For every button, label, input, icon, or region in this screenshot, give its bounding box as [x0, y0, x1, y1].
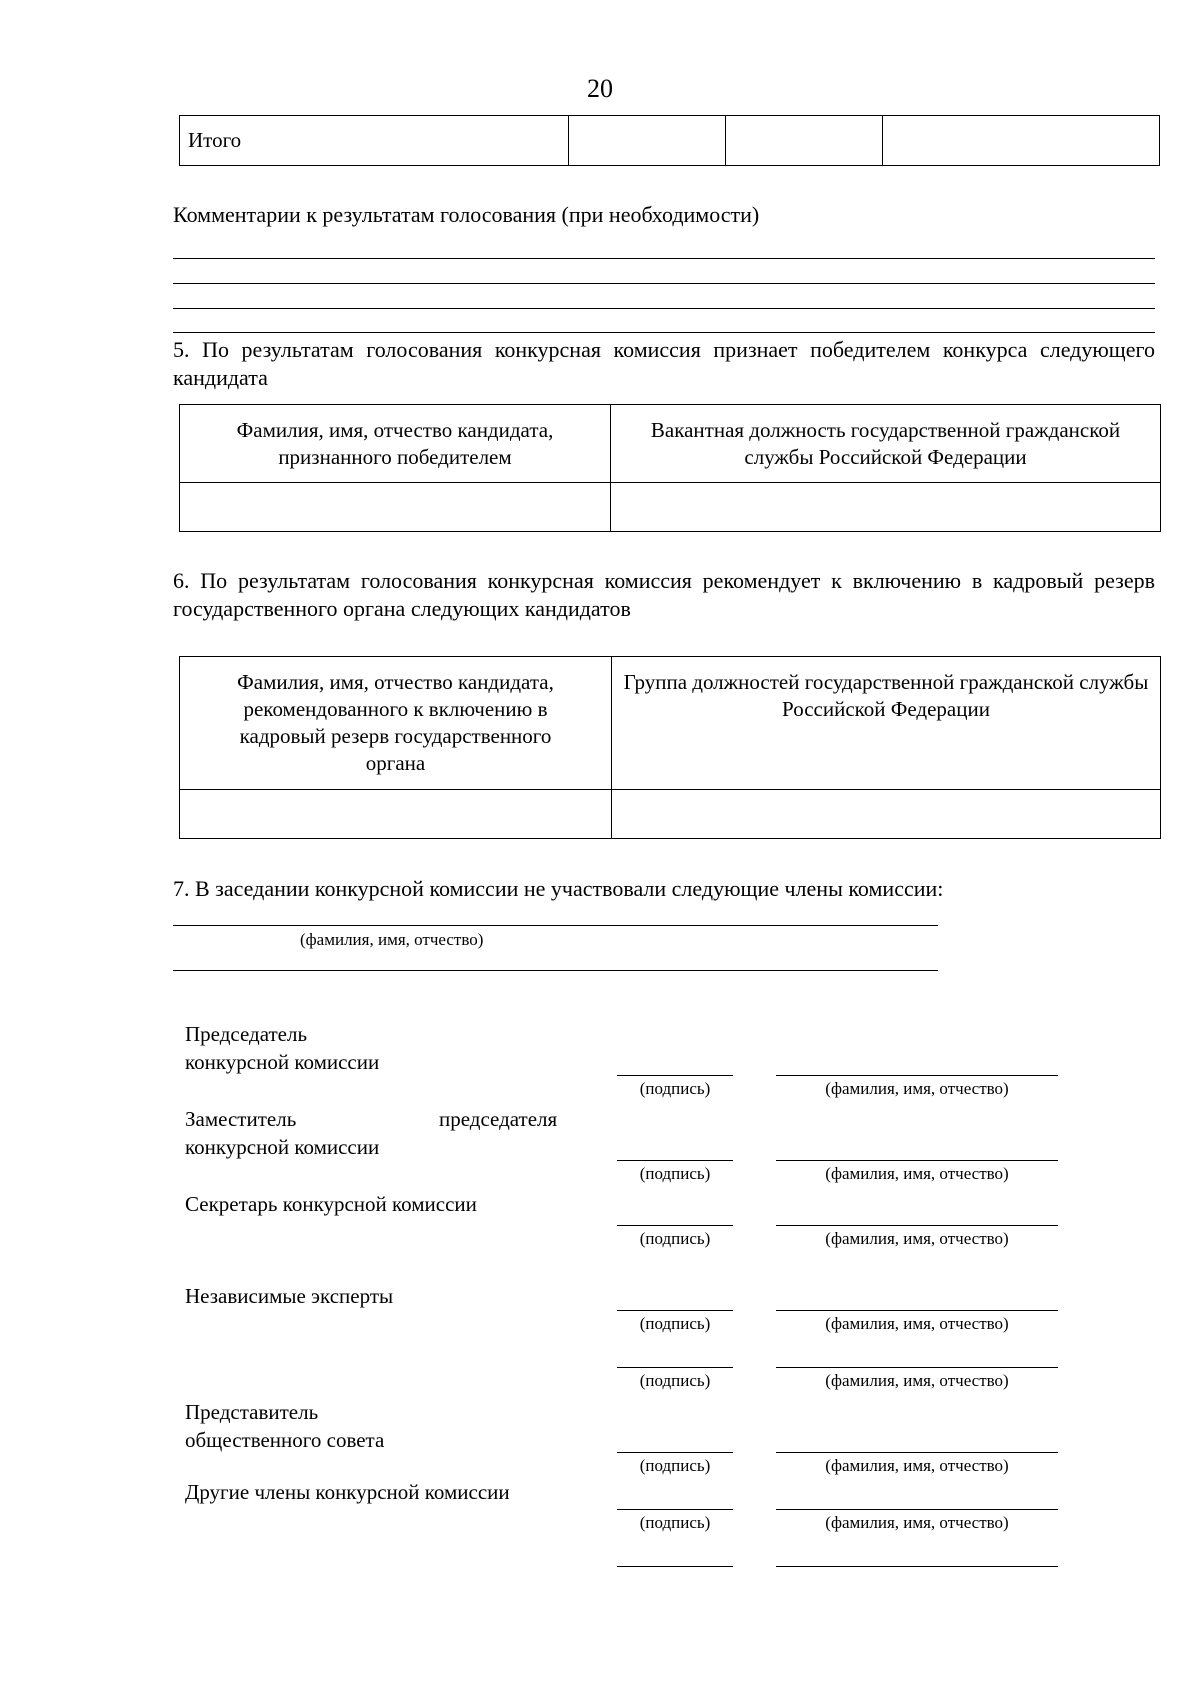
fio-caption: (фамилия, имя, отчество): [825, 1164, 1009, 1183]
totals-label: Итого: [180, 116, 569, 166]
signature-line: [617, 1160, 733, 1161]
signature-caption: (подпись): [639, 1456, 711, 1475]
signature-line: [617, 1367, 733, 1368]
signature-caption: (подпись): [639, 1079, 711, 1098]
totals-cell: [883, 116, 1160, 166]
fio-caption: (фамилия, имя, отчество): [825, 1314, 1009, 1333]
reserve-table-header-group: [612, 657, 1161, 790]
signature-caption: (подпись): [639, 1229, 711, 1248]
signature-line: [617, 1310, 733, 1311]
fio-caption: (фамилия, имя, отчество): [825, 1079, 1009, 1098]
reserve-group-label: Группа должностей государственной гражданской службы Российской Федерации: [623, 670, 1149, 721]
winner-table-cell: [611, 483, 1161, 532]
section6-text: 6. По результатам голосования конкурсная комиссия рекомендует к включению в кадровый резерв государственного органа следующих кандидатов: [173, 568, 1155, 621]
reserve-table: [179, 656, 1161, 839]
winner-fio-label: Фамилия, имя, отчество кандидата, признанного победителем: [236, 418, 554, 469]
reserve-fio-label: Фамилия, имя, отчество кандидата, рекомендованного к включению в кадровый резерв государственного органа: [237, 670, 554, 775]
secretary-label: Секретарь конкурсной комиссии: [185, 1192, 477, 1216]
fio-line: [776, 1310, 1058, 1311]
totals-cell: [569, 116, 726, 166]
deputy-label: председателя: [439, 1107, 558, 1131]
reserve-table-cell: [180, 790, 612, 839]
chairman-label: Председатель: [185, 1022, 308, 1046]
signature-caption: (подпись): [639, 1513, 711, 1532]
fio-line: [776, 1160, 1058, 1161]
fio-caption: (фамилия, имя, отчество): [825, 1456, 1009, 1475]
section5-text: 5. По результатам голосования конкурсная комиссия признает победителем конкурса следующего кандидата: [173, 337, 1155, 390]
signature-caption: (подпись): [639, 1371, 711, 1390]
winner-table-header-fio: [180, 405, 611, 483]
chairman-label: конкурсной комиссии: [185, 1050, 380, 1074]
totals-table: [179, 115, 1160, 166]
winner-position-label: Вакантная должность государственной гражданской службы Российской Федерации: [650, 418, 1121, 469]
fio-caption: (фамилия, имя, отчество): [825, 1371, 1009, 1390]
section7-text: 7. В заседании конкурсной комиссии не участвовали следующие члены комиссии:: [173, 876, 944, 901]
public-council-label: общественного совета: [185, 1428, 385, 1452]
fio-caption: (фамилия, имя, отчество): [825, 1513, 1009, 1532]
winner-table-header-position: [611, 405, 1161, 483]
absent-member-line: [173, 970, 938, 971]
reserve-table-header-fio: [180, 657, 612, 790]
absent-member-caption: (фамилия, имя, отчество): [300, 930, 484, 949]
signature-line: [617, 1075, 733, 1076]
fio-line: [776, 1075, 1058, 1076]
fio-line: [776, 1566, 1058, 1567]
signature-line: [617, 1225, 733, 1226]
signature-caption: (подпись): [639, 1314, 711, 1333]
winner-table: [179, 404, 1161, 532]
absent-member-line: [173, 925, 938, 926]
signature-line: [617, 1509, 733, 1510]
fio-line: [776, 1452, 1058, 1453]
comment-line: [173, 332, 1155, 333]
deputy-label: конкурсной комиссии: [185, 1135, 380, 1159]
signature-line: [617, 1452, 733, 1453]
page-number: 20: [587, 74, 613, 103]
fio-caption: (фамилия, имя, отчество): [825, 1229, 1009, 1248]
experts-label: Независимые эксперты: [185, 1284, 394, 1308]
fio-line: [776, 1225, 1058, 1226]
comment-line: [173, 258, 1155, 259]
public-council-label: Представитель: [185, 1400, 319, 1424]
comments-heading: Комментарии к результатам голосования (при необходимости): [173, 202, 760, 227]
winner-table-cell: [180, 483, 611, 532]
comment-line: [173, 308, 1155, 309]
signature-caption: (подпись): [639, 1164, 711, 1183]
reserve-table-cell: [612, 790, 1161, 839]
fio-line: [776, 1509, 1058, 1510]
other-members-label: Другие члены конкурсной комиссии: [185, 1480, 510, 1504]
fio-line: [776, 1367, 1058, 1368]
deputy-label: Заместитель: [185, 1107, 297, 1131]
signature-line: [617, 1566, 733, 1567]
comment-line: [173, 283, 1155, 284]
totals-cell: [726, 116, 883, 166]
